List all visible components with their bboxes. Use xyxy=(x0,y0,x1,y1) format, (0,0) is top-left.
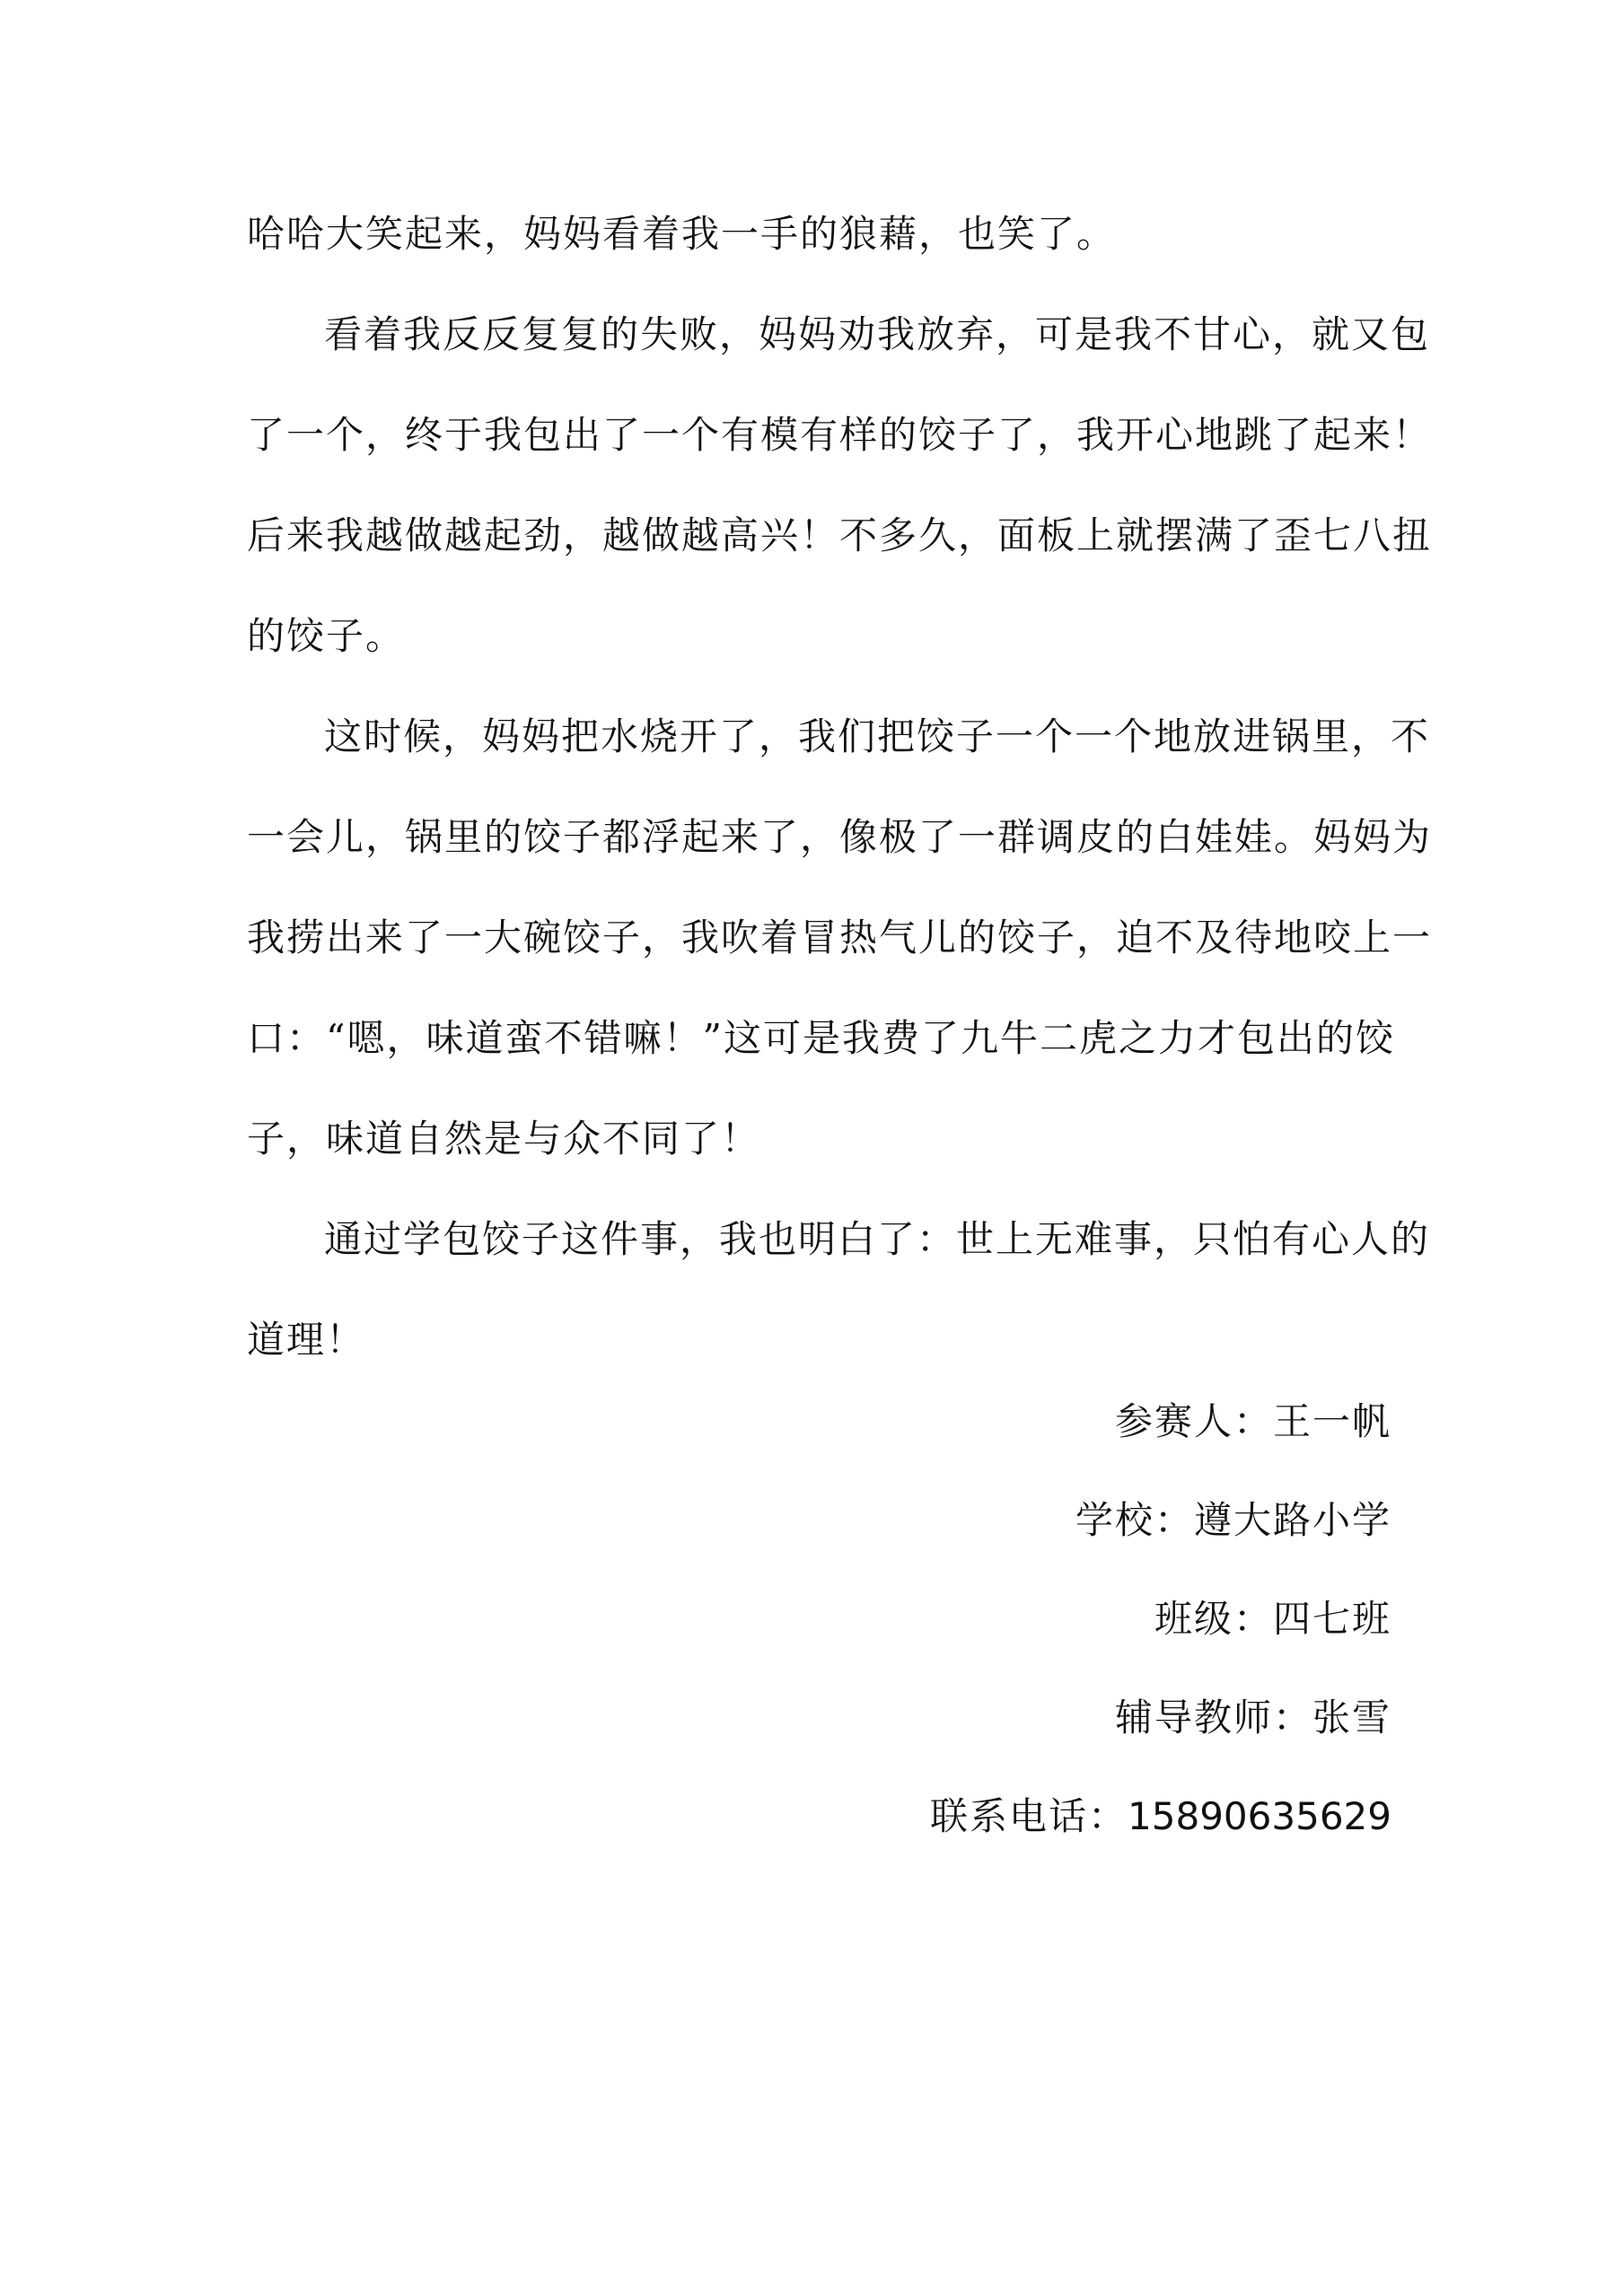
essay-line: 这时候，妈妈把水烧开了，我们把饺子一个一个地放进锅里，不 xyxy=(324,714,1431,758)
participant-line: 参赛人：王一帆 xyxy=(1114,1399,1391,1443)
essay-line: 哈哈大笑起来，妈妈看着我一手的狼藉，也笑了。 xyxy=(247,212,1117,256)
essay-line: 了一个，终于我包出了一个有模有样的饺子了，我开心地跳了起来！ xyxy=(247,413,1433,457)
essay-line: 口：“嗯，味道蛮不错嘛！”这可是我费了九牛二虎之力才包出的饺 xyxy=(247,1016,1395,1060)
phone-number: 15890635629 xyxy=(1128,1794,1391,1838)
phone-label: 联系电话： xyxy=(930,1794,1128,1838)
essay-line: 后来我越做越起劲，越做越高兴！不多久，面板上就摆满了歪七八扭 xyxy=(247,513,1433,557)
essay-line: 看着我反反复复的失败，妈妈劝我放弃，可是我不甘心，就又包 xyxy=(324,312,1431,356)
essay-line: 道理！ xyxy=(247,1318,366,1362)
class-line: 班级：四七班 xyxy=(1154,1597,1391,1641)
school-line: 学校：遵大路小学 xyxy=(1075,1498,1391,1542)
essay-line: 子，味道自然是与众不同了！ xyxy=(247,1117,761,1161)
essay-line: 一会儿，锅里的饺子都浮起来了，像极了一群调皮的白娃娃。妈妈为 xyxy=(247,815,1433,859)
essay-body xyxy=(247,184,1433,1390)
essay-line: 的饺子。 xyxy=(247,614,406,658)
essay-line: 我捞出来了一大碗饺子，我吹着冒热气儿的饺子，迫不及待地咬上一 xyxy=(247,916,1433,960)
essay-line: 通过学包饺子这件事，我也明白了：世上无难事，只怕有心人的 xyxy=(324,1217,1431,1261)
teacher-line: 辅导教师：张雪 xyxy=(1114,1696,1391,1740)
phone-line xyxy=(930,1792,1391,1842)
